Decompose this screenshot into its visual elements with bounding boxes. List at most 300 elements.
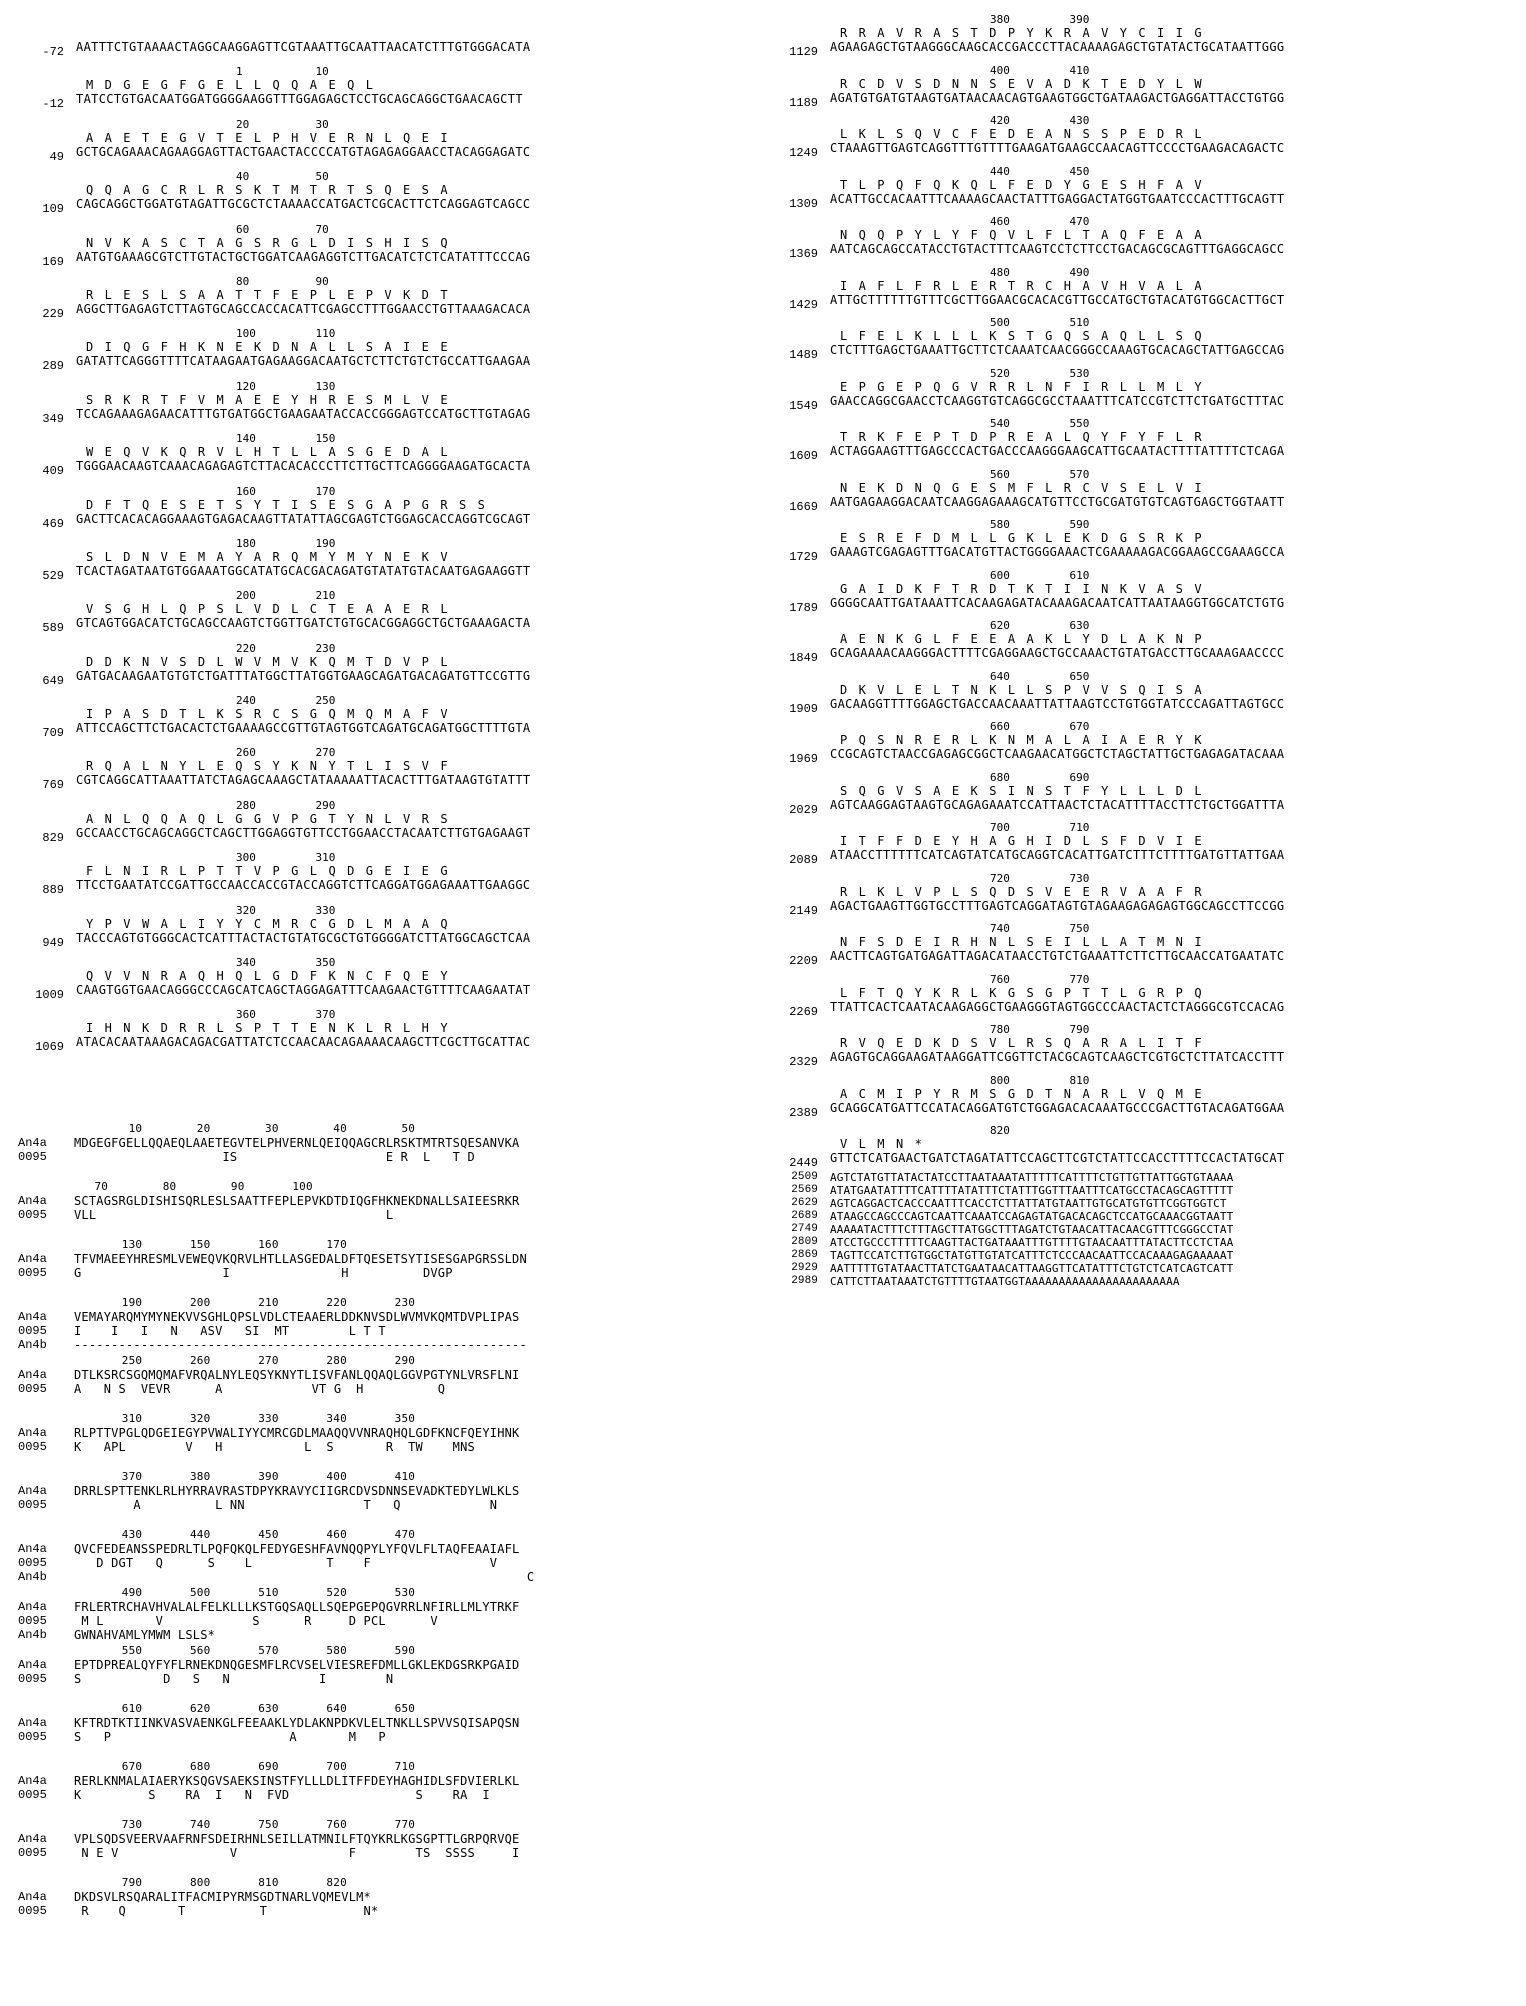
alignment-sequence: FRLERTRCHAVHVALALFELKLLLKSTGQSAQLLSQEPGEPQGVRRLNFIRLLMLYTRKF	[74, 1600, 520, 1614]
position-number: 2509	[791, 1171, 818, 1183]
position-number: 1789	[789, 600, 818, 615]
alignment-sequence: VPLSQDSVEERVAAFRNFSDEIRHNLSEILLATMNILFTQYKRLKGSGPTTLGRPQRVQE	[74, 1832, 520, 1846]
residue-index: 760 770	[990, 972, 1090, 986]
amino-acid-line: S L D N V E M A Y A R Q M Y M Y N E K V	[86, 549, 450, 564]
nucleotide-line: ATTGCTTTTTTGTTTCGCTTGGAACGCACACGTTGCCATGCTGTACATGTGGCACTTGCT	[830, 292, 1285, 307]
sequence-row	[764, 14, 1524, 65]
position-number: -12	[42, 97, 64, 112]
amino-acid-line: W E Q V K Q R V L H T L L A S G E D A L	[86, 445, 450, 460]
sequence-row	[764, 974, 1524, 1025]
nucleotide-line: ATACACAATAAAGACAGACGATTATCTCCAACAACAGAAAACAAGCTTCGCTTGCATTAC	[76, 1035, 531, 1050]
nucleotide-line: TGGGAACAAGTCAAACAGAGAGTCTTACACACCCTTCTTGCTTCAGGGGAAGATGCACTA	[76, 459, 531, 474]
sequence-row	[10, 747, 730, 799]
nucleotide-line: ACTAGGAAGTTTGAGCCCACTGACCCAAGGGAAGCATTGCAATACTTTTATTTTCTCAGA	[830, 444, 1285, 458]
amino-acid-line: A E N K G L F E E A A K L Y D L A K N P	[840, 632, 1204, 646]
amino-acid-line: V L M N *	[840, 1137, 924, 1151]
sequence-label: 0095	[18, 1904, 47, 1918]
position-number: 1729	[789, 550, 818, 564]
utr-row	[764, 1171, 1524, 1184]
residue-index: 500 510	[990, 316, 1090, 329]
residue-index: 180 190	[236, 536, 336, 550]
position-number: 2869	[791, 1249, 818, 1261]
sequence-row	[10, 590, 730, 642]
sequence-row	[764, 216, 1524, 267]
sequence-label: An4a	[18, 1194, 47, 1208]
alignment-index: 10 20 30 40 50	[74, 1122, 416, 1135]
position-number: 2389	[789, 1105, 818, 1120]
nucleotide-line: GCCAACCTGCAGCAGGCTCAGCTTGGAGGTGTTCCTGGAACCTACAATCTTGTGAGAAGT	[76, 825, 531, 840]
amino-acid-line: G A I D K F T R D T K T I I N K V A S V	[840, 581, 1204, 596]
position-number: 1369	[789, 247, 818, 261]
nucleotide-line: TCACTAGATAATGTGGAAATGGCATATGCACGACAGATGTATATGTACAATGAGAAGGTT	[76, 563, 531, 578]
alignment-index: 70 80 90 100	[74, 1180, 313, 1193]
position-number: 649	[42, 673, 64, 688]
residue-index	[76, 14, 530, 26]
residue-index: 200 210	[236, 589, 336, 603]
nucleotide-line: AGGCTTGAGAGTCTTAGTGCAGCCACCACATTCGAGCCTTTGGAACCTGTTAAAGACACA	[76, 301, 531, 316]
amino-acid-line: T R K F E P T D P R E A L Q Y F Y F L R	[840, 430, 1204, 444]
sequence-row	[764, 620, 1524, 671]
alignment-sequence: G I H DVGP	[74, 1266, 453, 1280]
amino-acid-line: R V Q E D K D S V L R S Q A R A L I T F	[840, 1036, 1204, 1050]
sequence-row	[764, 65, 1524, 116]
amino-acid-line: Q Q A G C R L R S K T M T R T S Q E S A	[86, 183, 450, 198]
alignment-index: 430 440 450 460 470	[74, 1528, 416, 1541]
residue-index: 600 610	[990, 568, 1090, 582]
residue-index: 300 310	[236, 851, 336, 865]
sequence-label: An4a	[18, 1310, 47, 1324]
alignment-sequence: R Q T T N*	[74, 1904, 379, 1918]
sequence-row	[10, 119, 730, 171]
position-number: 1129	[789, 45, 818, 59]
sequence-row	[10, 905, 730, 957]
utr-row	[764, 1223, 1524, 1236]
sequence-label: 0095	[18, 1556, 47, 1570]
utr-row	[764, 1236, 1524, 1249]
sequence-row	[10, 538, 730, 590]
alignment-index: 130 150 160 170	[74, 1238, 347, 1251]
residue-index: 720 730	[990, 871, 1090, 885]
position-number: 169	[42, 254, 64, 269]
residue-index: 20 30	[236, 117, 329, 131]
residue-index: 480 490	[990, 265, 1090, 279]
nucleotide-line: ACATTGCCACAATTTCAAAAGCAACTATTTGAGGACTATGGTGAATCCCACTTTGCAGTT	[830, 191, 1285, 206]
alignment-group	[18, 1412, 738, 1470]
sequence-label: An4a	[18, 1252, 47, 1266]
sequence-label: 0095	[18, 1846, 47, 1860]
alignment-sequence: K APL V H L S R TW MNS	[74, 1440, 475, 1454]
position-number: 2629	[791, 1197, 818, 1209]
residue-index: 160 170	[236, 484, 336, 498]
sequence-row	[764, 1075, 1524, 1126]
alignment-sequence: VEMAYARQMYMYNEKVVSGHLQPSLVDLCTEAAERLDDKNVSDLWVMVKQMTDVPLIPAS	[74, 1310, 520, 1324]
sequence-label: An4a	[18, 1136, 47, 1150]
amino-acid-line: M D G E G F G E L L Q Q A E Q L	[86, 78, 376, 93]
alignment-group	[18, 1354, 738, 1412]
sequence-label: An4a	[18, 1368, 47, 1382]
alignment-sequence: RLPTTVPGLQDGEIEGYPVWALIYYCMRCGDLMAAQQVVNRAQHQLGDFKNCFQEYIHNK	[74, 1426, 520, 1440]
nucleotide-line: AGATGTGATGTAAGTGATAACAACAGTGAAGTGGCTGATAAGACTGAGGATTACCTGTGG	[830, 90, 1285, 105]
sequence-row	[10, 224, 730, 276]
position-number: 889	[42, 883, 64, 898]
residue-index: 680 690	[990, 770, 1090, 784]
amino-acid-line: D F T Q E S E T S Y T I S E S G A P G R S S	[86, 497, 487, 512]
position-number: 2989	[791, 1275, 818, 1287]
sequence-row	[10, 171, 730, 223]
nucleotide-line: TAGTTCCATCTTGTGGCTATGTTGTATCATTTCTCCCAACAATTCCACAAAGAGAAAAAT	[830, 1249, 1234, 1262]
residue-index: 740 750	[990, 922, 1090, 935]
sequence-row	[10, 486, 730, 538]
alignment-index: 370 380 390 400 410	[74, 1470, 416, 1483]
position-number: 2749	[791, 1223, 818, 1235]
alignment-index: 790 800 810 820	[74, 1876, 347, 1889]
alignment-group	[18, 1818, 738, 1876]
residue-index: 220 230	[236, 641, 336, 655]
amino-acid-line: Q V V N R A Q H Q L G D F K N C F Q E Y	[86, 969, 450, 984]
alignment-sequence: A N S VEVR A VT G H Q	[74, 1382, 446, 1396]
residue-index: 140 150	[236, 432, 336, 446]
residue-index: 520 530	[990, 366, 1090, 380]
residue-index: 540 550	[990, 417, 1090, 430]
residue-index: 40 50	[236, 170, 329, 184]
alignment-group	[18, 1528, 738, 1586]
sequence-row	[10, 957, 730, 1009]
position-number: 109	[42, 202, 64, 217]
alignment-sequence: DKDSVLRSQARALITFACMIPYRMSGDTNARLVQMEVLM*	[74, 1890, 371, 1904]
utr-block	[764, 1171, 1524, 1288]
nucleotide-line: CTAAAGTTGAGTCAGGTTTGTTTTGAAGATGAAGCCAACAGTTCCCCTGAAGACAGACTC	[830, 141, 1285, 155]
alignment-sequence: KFTRDTKTIINKVASVAENKGLFEEAAKLYDLAKNPDKVLELTNKLLSPVVSQISAPQSN	[74, 1716, 520, 1730]
residue-index: 60 70	[236, 222, 329, 236]
alignment-index: 250 260 270 280 290	[74, 1354, 416, 1367]
utr-row	[764, 1275, 1524, 1288]
sequence-row	[764, 772, 1524, 823]
nucleotide-line: GCAGAAAACAAGGGACTTTTCGAGGAAGCTGCCAAACTGTATGACCTTGCAAAGAACCCC	[830, 646, 1285, 660]
amino-acid-line: S Q G V S A E K S I N S T F Y L L L D L	[840, 783, 1204, 798]
nucleotide-line: GACAAGGTTTTGGAGCTGACCAACAAATTATTAAGTCCTGTGGTATCCCAGATTAGTGCC	[830, 696, 1285, 711]
sequence-row	[10, 1009, 730, 1061]
sequence-label: An4a	[18, 1542, 47, 1556]
nucleotide-line: GCTGCAGAAACAGAAGGAGTTACTGAACTACCCCATGTAGAGAGGAACCTACAGGAGATC	[76, 144, 531, 159]
sequence-label: 0095	[18, 1266, 47, 1280]
amino-acid-line	[76, 26, 530, 40]
position-number: 409	[42, 464, 64, 479]
amino-acid-line: I P A S D T L K S R C S G Q M Q M A F V	[86, 707, 450, 722]
sequence-label: 0095	[18, 1730, 47, 1744]
sequence-label: An4a	[18, 1484, 47, 1498]
position-number: 1549	[789, 398, 818, 413]
alignment-group	[18, 1586, 738, 1644]
amino-acid-line: N F S D E I R H N L S E I L L A T M N I	[840, 935, 1204, 949]
sequence-label: An4a	[18, 1658, 47, 1672]
nucleotide-line: GCAGGCATGATTCCATACAGGATGTCTGGAGACACAAATGCCCGACTTGTACAGATGGAA	[830, 1100, 1285, 1115]
alignment-index: 550 560 570 580 590	[74, 1644, 416, 1657]
position-number: -72	[42, 45, 64, 59]
nucleotide-line: CAGCAGGCTGGATGTAGATTGCGCTCTAAAACCATGACTCGCACTTCTCAGGAGTCAGCC	[76, 197, 531, 212]
residue-index: 1 10	[236, 65, 329, 79]
alignment-block	[18, 1122, 738, 1934]
sequence-label: 0095	[18, 1498, 47, 1512]
sequence-row	[764, 368, 1524, 419]
amino-acid-line: I T F F D E Y H A G H I D L S F D V I E	[840, 834, 1204, 848]
sequence-label: 0095	[18, 1788, 47, 1802]
sequence-row	[10, 328, 730, 380]
alignment-sequence: S P A M P	[74, 1730, 386, 1744]
position-number: 1489	[789, 348, 818, 362]
sequence-row	[10, 14, 730, 66]
residue-index: 700 710	[990, 821, 1090, 834]
alignment-group	[18, 1470, 738, 1528]
position-number: 2929	[791, 1262, 818, 1274]
alignment-group	[18, 1122, 738, 1180]
sequence-label: An4b	[18, 1338, 47, 1352]
nucleotide-line: AAAAATACTTTCTTTAGCTTATGGCTTTAGATCTGTAACATTACAACGTTTCGGGCCTAT	[830, 1223, 1234, 1236]
nucleotide-line: TTATTCACTCAATACAAGAGGCTGAAGGGTAGTGGCCCAACTACTCTAGGGCGTCCACAG	[830, 999, 1285, 1014]
sequence-row	[10, 433, 730, 485]
residue-index: 100 110	[236, 327, 336, 341]
amino-acid-line: D K V L E L T N K L L S P V V S Q I S A	[840, 682, 1204, 697]
sequence-row	[764, 721, 1524, 772]
amino-acid-line: I H N K D R R L S P T T E N K L R L H Y	[86, 1021, 450, 1036]
nucleotide-line: AGAGTGCAGGAAGATAAGGATTCGGTTCTACGCAGTCAAGCTCGTGCTCTTATCACCTTT	[830, 1050, 1285, 1064]
position-number: 589	[42, 621, 64, 636]
sequence-row	[764, 671, 1524, 722]
sequence-row	[10, 800, 730, 852]
sequence-row	[764, 1024, 1524, 1075]
nucleotide-line: CAAGTGGTGAACAGGGCCCAGCATCAGCTAGGAGATTTCAAGAACTGTTTTCAAGAATAT	[76, 983, 531, 998]
residue-index: 120 130	[236, 379, 336, 393]
residue-index: 560 570	[990, 467, 1090, 481]
amino-acid-line: S R K R T F V M A E E Y H R E S M L V E	[86, 392, 450, 407]
alignment-group	[18, 1760, 738, 1818]
alignment-sequence: A L NN T Q N	[74, 1498, 498, 1512]
amino-acid-line: T L P Q F Q K Q L F E D Y G E S H F A V	[840, 177, 1204, 192]
position-number: 2449	[789, 1156, 818, 1170]
position-number: 829	[42, 830, 64, 845]
nucleotide-line: TACCCAGTGTGGGCACTCATTTACTACTGTATGCGCTGTGGGGATCTTATGGCAGCTCAA	[76, 930, 531, 945]
sequence-row	[764, 317, 1524, 368]
residue-index: 240 250	[236, 694, 336, 708]
sequence-row	[10, 643, 730, 695]
sequence-row	[10, 66, 730, 118]
left-sequence-block	[10, 14, 730, 1062]
sequence-label: An4a	[18, 1832, 47, 1846]
position-number: 469	[42, 516, 64, 531]
utr-row	[764, 1184, 1524, 1197]
residue-index: 360 370	[236, 1008, 336, 1022]
position-number: 1069	[35, 1040, 64, 1055]
position-number: 2269	[789, 1004, 818, 1019]
position-number: 709	[42, 726, 64, 741]
nucleotide-line: AGTCTATGTTATACTATCCTTAATAAATATTTTTCATTTTCTGTTGTTATTGGTGTAAAA	[830, 1171, 1234, 1184]
nucleotide-line: AATTTTTGTATAACTTATCTGAATAACATTAAGGTTCATATTTCTGTCTCATCAGTCATT	[830, 1262, 1234, 1275]
amino-acid-line: V S G H L Q P S L V D L C T E A A E R L	[86, 602, 450, 617]
nucleotide-line: AATTTCTGTAAAACTAGGCAAGGAGTTCGTAAATTGCAATTAACATCTTTGTGGGACATA	[76, 40, 531, 54]
sequence-label: An4b	[18, 1628, 47, 1642]
alignment-index: 310 320 330 340 350	[74, 1412, 416, 1425]
position-number: 2209	[789, 954, 818, 968]
sequence-row	[764, 822, 1524, 873]
sequence-row	[764, 115, 1524, 166]
sequence-row	[764, 267, 1524, 318]
sequence-label: An4a	[18, 1716, 47, 1730]
residue-index: 400 410	[990, 63, 1090, 77]
alignment-sequence: RERLKNMALAIAERYKSQGVSAEKSINSTFYLLLDLITFFDEYHAGHIDLSFDVIERLKL	[74, 1774, 520, 1788]
nucleotide-line: ATATGAATATTTTCATTTTATATTTCTATTTGGTTTAATTTCATGCCTACAGCAGTTTTT	[830, 1184, 1234, 1197]
sequence-row	[764, 570, 1524, 621]
residue-index: 820	[990, 1124, 1010, 1137]
position-number: 949	[42, 935, 64, 950]
alignment-sequence: K S RA I N FVD S RA I	[74, 1788, 490, 1802]
alignment-group	[18, 1180, 738, 1238]
residue-index: 440 450	[990, 164, 1090, 178]
sequence-row	[10, 276, 730, 328]
alignment-index: 670 680 690 700 710	[74, 1760, 416, 1773]
alignment-sequence: DTLKSRCSGQMQMAFVRQALNYLEQSYKNYTLISVFANLQQAQLGGVPGTYNLVRSFLNI	[74, 1368, 520, 1382]
nucleotide-line: AATGAGAAGGACAATCAAGGAGAAAGCATGTTCCTGCGATGTGTCAGTGAGCTGGTAATT	[830, 494, 1285, 509]
nucleotide-line: ATAACCTTTTTTCATCAGTATCATGCAGGTCACATTGATCTTTCTTTTGATGTTATTGAA	[830, 848, 1285, 862]
alignment-group	[18, 1876, 738, 1934]
nucleotide-line: ATAAGCCAGCCCAGTCAATTCAAATCCAGAGTATGACACAGCTCCATGCAAACGGTAATT	[830, 1210, 1234, 1223]
sequence-label: 0095	[18, 1614, 47, 1628]
position-number: 2329	[789, 1055, 818, 1069]
position-number: 529	[42, 568, 64, 583]
amino-acid-line: A C M I P Y R M S G D T N A R L V Q M E	[840, 1086, 1204, 1101]
sequence-label: An4a	[18, 1774, 47, 1788]
position-number: 1909	[789, 701, 818, 716]
sequence-row	[10, 695, 730, 747]
position-number: 1849	[789, 651, 818, 665]
sequence-row	[764, 519, 1524, 570]
position-number: 769	[42, 778, 64, 793]
alignment-sequence: C	[74, 1570, 535, 1584]
sequence-row	[764, 873, 1524, 924]
residue-index: 340 350	[236, 956, 336, 970]
residue-index: 580 590	[990, 518, 1090, 531]
position-number: 2029	[789, 802, 818, 817]
sequence-row	[764, 1125, 1524, 1176]
residue-index: 380 390	[990, 13, 1090, 26]
nucleotide-line: CCGCAGTCTAACCGAGAGCGGCTCAAGAACATGGCTCTAGCTATTGCTGAGAGATACAAA	[830, 747, 1285, 761]
residue-index: 460 470	[990, 215, 1090, 228]
alignment-index: 490 500 510 520 530	[74, 1586, 416, 1599]
nucleotide-line: TATCCTGTGACAATGGATGGGGAAGGTTTGGAGAGCTCCTGCAGCAGGCTGAACAGCTT	[76, 92, 523, 107]
sequence-label: 0095	[18, 1440, 47, 1454]
sequence-label: 0095	[18, 1208, 47, 1222]
position-number: 1609	[789, 449, 818, 463]
nucleotide-line: CATTCTTAATAAATCTGTTTTGTAATGGTAAAAAAAAAAAAAAAAAAAAAAA	[830, 1275, 1180, 1288]
position-number: 1969	[789, 752, 818, 766]
nucleotide-line: GAACCAGGCGAACCTCAAGGTGTCAGGCGCCTAAATTTCATCCGTCTTCTGATGCTTTAC	[830, 393, 1285, 408]
position-number: 1669	[789, 499, 818, 514]
position-number: 2689	[791, 1210, 818, 1222]
amino-acid-line: N E K D N Q G E S M F L R C V S E L V I	[840, 480, 1204, 495]
nucleotide-line: CTCTTTGAGCTGAAATTGCTTCTCAAATCAACGGGCCAAAGTGCACAGCTATTGAGCCAG	[830, 343, 1285, 357]
residue-index: 780 790	[990, 1023, 1090, 1036]
alignment-sequence: EPTDPREALQYFYFLRNEKDNQGESMFLRCVSELVIESREFDMLLGKLEKDGSRKPGAID	[74, 1658, 520, 1672]
nucleotide-line: GACTTCACACAGGAAAGTGAGACAAGTTATATTAGCGAGTCTGGAGCACCAGGTCGCAGT	[76, 511, 531, 526]
alignment-sequence: -------------------------------------------------------------	[74, 1338, 527, 1352]
alignment-sequence: M L V S R D PCL V	[74, 1614, 438, 1628]
nucleotide-line: CGTCAGGCATTAAATTATCTAGAGCAAAGCTATAAAAATTACACTTTGATAAGTGTATTT	[76, 773, 531, 788]
amino-acid-line: E S R E F D M L L G K L E K D G S R K P	[840, 531, 1204, 545]
nucleotide-line: AATCAGCAGCCATACCTGTACTTTCAAGTCCTCTTCCTGACAGCGCAGTTTGAGGCAGCC	[830, 242, 1285, 256]
amino-acid-line: R L K L V P L S Q D S V E E R V A A F R	[840, 884, 1204, 899]
amino-acid-line: I A F L F R L E R T R C H A V H V A L A	[840, 278, 1204, 293]
alignment-sequence: MDGEGFGELLQQAEQLAAETEGVTELPHVERNLQEIQQAGCRLRSKTMTRTSQESANVKA	[74, 1136, 520, 1150]
residue-index: 420 430	[990, 114, 1090, 127]
amino-acid-line: L F T Q Y K R L K G S G P T T L G R P Q	[840, 985, 1204, 1000]
amino-acid-line: L K L S Q V C F E D E A N S S P E D R L	[840, 127, 1204, 141]
right-sequence-block	[764, 14, 1524, 1176]
amino-acid-line: A N L Q Q A Q L G G V P G T Y N L V R S	[86, 811, 450, 826]
position-number: 2149	[789, 903, 818, 918]
alignment-sequence: SCTAGSRGLDISHISQRLESLSAATTFEPLEPVKDTDIQGFHKNEKDNALLSAIEESRKR	[74, 1194, 520, 1208]
sequence-row	[764, 923, 1524, 974]
alignment-sequence: GWNAHVAMLYMWM LSLS*	[74, 1628, 216, 1642]
nucleotide-line: ATCCTGCCCTTTTTCAAGTTACTGATAAATTTGTTTTGTAACAATTTATACTTCCTCTAA	[830, 1236, 1234, 1249]
residue-index: 320 330	[236, 903, 336, 917]
alignment-sequence: S D S N I N	[74, 1672, 394, 1686]
amino-acid-line: A A E T E G V T E L P H V E R N L Q E I	[86, 130, 450, 145]
alignment-sequence: VLL L	[74, 1208, 394, 1222]
nucleotide-line: AATGTGAAAGCGTCTTGTACTGCTGGATCAAGAGGTCTTGACATCTCTCATATTTCCCAG	[76, 249, 531, 264]
alignment-group	[18, 1238, 738, 1296]
amino-acid-line: N Q Q P Y L Y F Q V L F L T A Q F E A A	[840, 228, 1204, 242]
sequence-label: An4a	[18, 1426, 47, 1440]
amino-acid-line: D I Q G F H K N E K D N A L L S A I E E	[86, 340, 450, 355]
amino-acid-line: D D K N V S D L W V M V K Q M T D V P L	[86, 654, 450, 669]
alignment-sequence: DRRLSPTTENKLRLHYRRAVRASTDPYKRAVYCIIGRCDVSDNNSEVADKTEDYLWLKLS	[74, 1484, 520, 1498]
sequence-row	[10, 852, 730, 904]
nucleotide-line: AGAAGAGCTGTAAGGGCAAGCACCGACCCTTACAAAAGAGCTGTATACTGCATAATTGGG	[830, 40, 1285, 54]
amino-acid-line: F L N I R L P T T V P G L Q D G E I E G	[86, 864, 450, 879]
sequence-label: An4b	[18, 1570, 47, 1584]
position-number: 2569	[791, 1184, 818, 1196]
sequence-row	[764, 469, 1524, 520]
sequence-label: 0095	[18, 1324, 47, 1338]
utr-row	[764, 1262, 1524, 1275]
position-number: 2809	[791, 1236, 818, 1248]
utr-row	[764, 1249, 1524, 1262]
position-number: 1009	[35, 988, 64, 1003]
alignment-group	[18, 1702, 738, 1760]
sequence-label: An4a	[18, 1600, 47, 1614]
amino-acid-line: R R A V R A S T D P Y K R A V Y C I I G	[840, 26, 1204, 40]
amino-acid-line: Y P V W A L I Y Y C M R C G D L M A A Q	[86, 916, 450, 931]
nucleotide-line: TCCAGAAAGAGAACATTTGTGATGGCTGAAGAATACCACCGGGAGTCCATGCTTGTAGAG	[76, 406, 531, 421]
position-number: 1189	[789, 95, 818, 110]
amino-acid-line: N V K A S C T A G S R G L D I S H I S Q	[86, 235, 450, 250]
residue-index: 620 630	[990, 619, 1090, 632]
nucleotide-line: GTTCTCATGAACTGATCTAGATATTCCAGCTTCGTCTATTCCACCTTTTCCACTATGCAT	[830, 1151, 1285, 1165]
position-number: 289	[42, 359, 64, 374]
residue-index: 80 90	[236, 274, 329, 288]
position-number: 229	[42, 306, 64, 321]
sequence-row	[10, 381, 730, 433]
nucleotide-line: AACTTCAGTGATGAGATTAGACATAACCTGTCTGAAATTCTTCTTGCAACCATGAATATC	[830, 949, 1285, 963]
utr-row	[764, 1197, 1524, 1210]
amino-acid-line: R Q A L N Y L E Q S Y K N Y T L I S V F	[86, 759, 450, 774]
sequence-label: 0095	[18, 1150, 47, 1164]
alignment-sequence: N E V V F TS SSSS I	[74, 1846, 520, 1860]
alignment-index: 190 200 210 220 230	[74, 1296, 416, 1309]
sequence-label: 0095	[18, 1672, 47, 1686]
sequence-label: An4a	[18, 1890, 47, 1904]
position-number: 49	[49, 149, 64, 164]
nucleotide-line: GGGGCAATTGATAAATTCACAAGAGATACAAAGACAATCATTAATAAGGTGGCATCTGTG	[830, 595, 1285, 610]
position-number: 349	[42, 411, 64, 426]
